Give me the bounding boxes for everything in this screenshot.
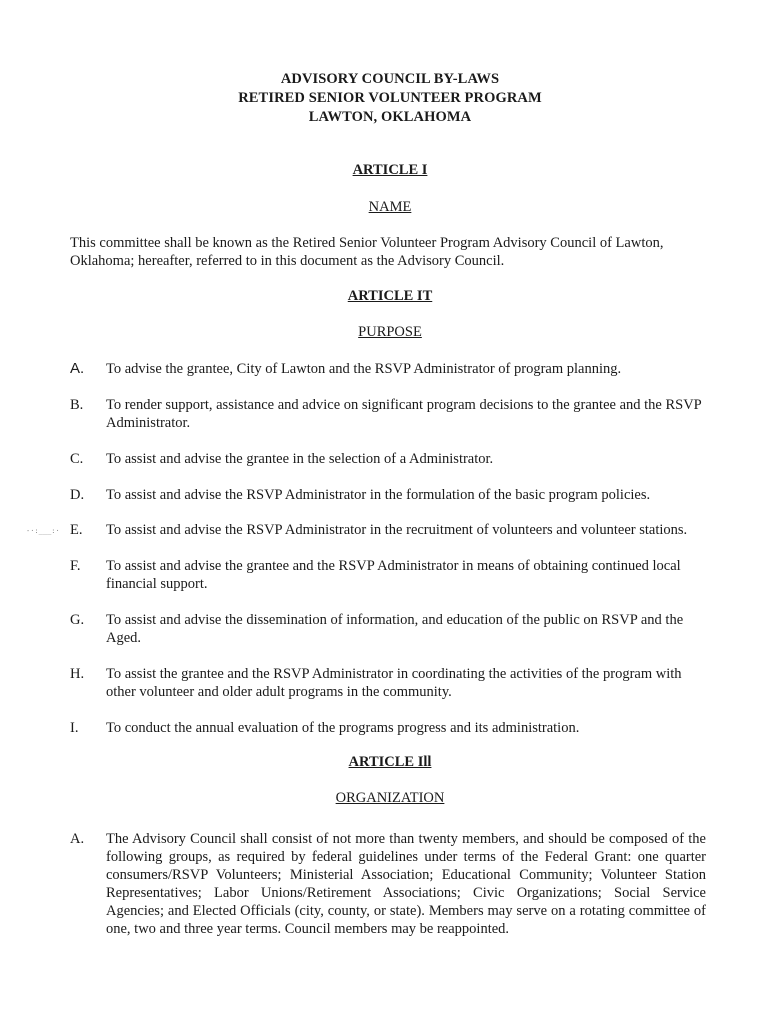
organization-item-a [70, 830, 706, 938]
article-1-subheading: NAME [368, 199, 412, 215]
purpose-item-f [70, 557, 710, 593]
article-2-heading: ARTICLE IT [347, 288, 433, 304]
article-2-subheading: PURPOSE [358, 324, 422, 340]
item-letter: F. [70, 558, 81, 574]
purpose-item-g [70, 611, 710, 647]
item-text: To conduct the annual evaluation of the programs progress and its administration. [106, 720, 580, 736]
title-line-1: ADVISORY COUNCIL BY-LAWS [280, 71, 500, 87]
item-text: The Advisory Council shall consist of not more than twenty members, and should be composed of the following groups, as required by federal guidelines under terms of the Federal Grant: one quarter consumers/RSVP Volunteers; Ministerial Association; Educational Community; Volunteer Station Representatives; Labor Unions/Retirement Associations; Civic Organizations; Social Service Agencies; and Elected Officials (city, county, or state). Members may serve on a rotating committee of one, two and three year terms. Council members may be reappointed. [106, 831, 706, 937]
document-title [0, 70, 770, 127]
purpose-item-c [70, 450, 710, 468]
title-line-2: RETIRED SENIOR VOLUNTEER PROGRAM [238, 90, 542, 106]
margin-mark: -·:___:· [26, 527, 60, 535]
article-3-heading: ARTICLE Ill [348, 754, 432, 770]
item-text: To advise the grantee, City of Lawton and the RSVP Administrator of program planning. [106, 361, 622, 377]
purpose-item-i [70, 719, 710, 737]
article-1-text: This committee shall be known as the Retired Senior Volunteer Program Advisory Council of Lawton, Oklahoma; hereafter, referred to in this document as the Advisory Council. [70, 235, 664, 269]
item-text: To assist and advise the grantee in the selection of a Administrator. [106, 451, 494, 467]
item-letter: A. [70, 360, 85, 377]
item-text: To assist and advise the dissemination of information, and education of the public on RSVP and the Aged. [106, 612, 684, 646]
item-letter: G. [70, 612, 85, 628]
item-letter: B. [70, 397, 84, 413]
item-letter: C. [70, 451, 84, 467]
item-text: To assist the grantee and the RSVP Administrator in coordinating the activities of the program with other volunteer and older adult programs in the community. [106, 666, 682, 700]
item-text: To render support, assistance and advice on significant program decisions to the grantee and the RSVP Administrator. [106, 397, 702, 431]
title-line-3: LAWTON, OKLAHOMA [308, 109, 472, 125]
item-letter: D. [70, 487, 85, 503]
article-1-heading: ARTICLE I [352, 162, 428, 178]
purpose-item-b [70, 396, 710, 432]
purpose-item-a [70, 360, 710, 378]
item-text: To assist and advise the RSVP Administrator in the recruitment of volunteers and volunteer stations. [106, 522, 688, 538]
item-letter: A. [70, 831, 85, 847]
item-letter: H. [70, 666, 85, 682]
item-letter: I. [70, 720, 79, 736]
item-text: To assist and advise the grantee and the RSVP Administrator in means of obtaining continued local financial support. [106, 558, 681, 592]
article-3-subheading: ORGANIZATION [335, 790, 445, 806]
item-letter: E. [70, 522, 83, 538]
purpose-item-d [70, 486, 710, 504]
item-text: To assist and advise the RSVP Administrator in the formulation of the basic program policies. [106, 487, 651, 503]
purpose-item-h [70, 665, 710, 701]
purpose-item-e [70, 521, 710, 539]
